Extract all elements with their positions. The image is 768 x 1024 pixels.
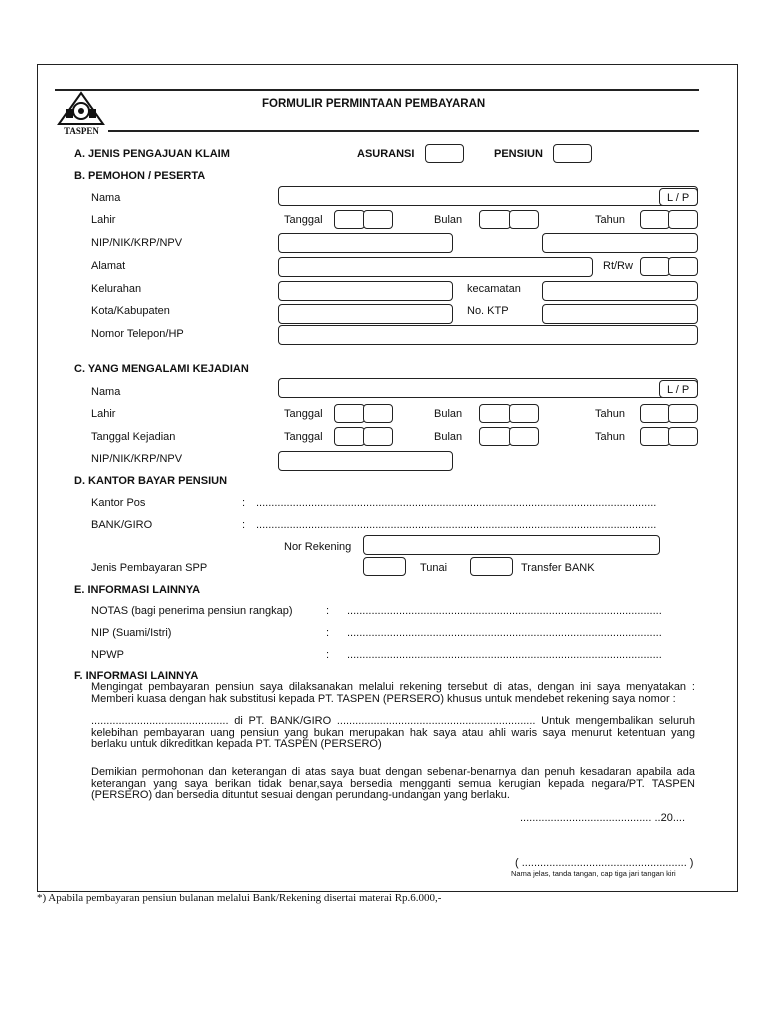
- d-nor-rekening-label: Nor Rekening: [284, 541, 352, 553]
- b-tahun-digit-2[interactable]: [668, 210, 698, 229]
- f-statement-3: Demikian permohonan dan keterangan di atas saya buat dengan sebenar-benarnya dan penuh kesadaran apabila ada keterangan yang saya berikan tidak benar,saya bersedia mengganti semua kerugian kepada negara/PT. TASPEN (PERSERO) dan bersedia dituntut sesuai dengan perundang-undangan yang berlaku.: [91, 766, 695, 801]
- f-date-line[interactable]: ........................................... ..20....: [520, 812, 686, 824]
- logo-text: TASPEN: [64, 126, 99, 136]
- f-statement-2: ............................................. di PT. BANK/GIRO ................................................................. Untuk mengembalikan seluruh kelebihan pembayaran uang pensiun yang bukan merupakan hak saya atau ahli waris saya menurut ketentuan yang berlaku untuk dikreditkan kepada PT. TASPEN (PERSERO): [91, 715, 695, 750]
- b-noktp-input[interactable]: [542, 304, 698, 324]
- e-nip-label: NIP (Suami/Istri): [91, 627, 172, 639]
- d-tunai-checkbox[interactable]: [363, 557, 406, 576]
- d-nor-rekening-input[interactable]: [363, 535, 660, 555]
- pensiun-label: PENSIUN: [494, 148, 543, 160]
- d-kantor-pos-dotline[interactable]: ...................................................................................................................................: [256, 497, 657, 509]
- b-kota-input[interactable]: [278, 304, 453, 324]
- c-kej-tanggal-digit-2[interactable]: [363, 427, 393, 446]
- c-nama-label: Nama: [91, 386, 121, 398]
- e-npwp-colon: :: [326, 649, 330, 661]
- c-bulan-label: Bulan: [434, 408, 463, 420]
- c-kej-bulan-digit-1[interactable]: [479, 427, 511, 446]
- b-tanggal-digit-2[interactable]: [363, 210, 393, 229]
- c-tahun-digit-1[interactable]: [640, 404, 670, 423]
- c-bulan-digit-1[interactable]: [479, 404, 511, 423]
- b-tahun-label: Tahun: [595, 214, 625, 226]
- b-gender-label: L / P: [667, 192, 690, 204]
- b-bulan-digit-2[interactable]: [509, 210, 539, 229]
- c-tahun-digit-2[interactable]: [668, 404, 698, 423]
- b-telepon-input[interactable]: [278, 325, 698, 345]
- c-kej-bulan-digit-2[interactable]: [509, 427, 539, 446]
- b-kota-label: Kota/Kabupaten: [91, 305, 170, 317]
- e-nip-dotline[interactable]: .......................................................................................................: [347, 627, 662, 639]
- c-nama-input[interactable]: [278, 378, 698, 398]
- e-npwp-dotline[interactable]: .......................................................................................................: [347, 649, 662, 661]
- c-tanggal-label: Tanggal: [284, 408, 323, 420]
- c-kej-tahun-digit-1[interactable]: [640, 427, 670, 446]
- d-transfer-label: Transfer BANK: [521, 562, 595, 574]
- d-jenis-pembayaran-label: Jenis Pembayaran SPP: [91, 562, 208, 574]
- asuransi-label: ASURANSI: [357, 148, 415, 160]
- b-nip-label: NIP/NIK/KRP/NPV: [91, 237, 183, 249]
- b-tanggal-digit-1[interactable]: [334, 210, 365, 229]
- d-bank-giro-colon: :: [242, 519, 246, 531]
- f-signature-line[interactable]: ( ...................................................... ): [515, 857, 694, 869]
- c-bulan-digit-2[interactable]: [509, 404, 539, 423]
- d-kantor-pos-colon: :: [242, 497, 246, 509]
- c-tahun-label: Tahun: [595, 408, 625, 420]
- e-notas-colon: :: [326, 605, 330, 617]
- footnote: *) Apabila pembayaran pensiun bulanan melalui Bank/Rekening disertai materai Rp.6.000,-: [37, 892, 442, 904]
- c-nip-label: NIP/NIK/KRP/NPV: [91, 453, 183, 465]
- section-c-label: C. YANG MENGALAMI KEJADIAN: [74, 363, 249, 375]
- b-tanggal-label: Tanggal: [284, 214, 323, 226]
- section-b-label: B. PEMOHON / PESERTA: [74, 170, 206, 182]
- d-bank-giro-label: BANK/GIRO: [91, 519, 153, 531]
- c-tanggal-digit-1[interactable]: [334, 404, 365, 423]
- b-kecamatan-label: kecamatan: [467, 283, 521, 295]
- b-kelurahan-label: Kelurahan: [91, 283, 142, 295]
- header-rule-top: [55, 89, 699, 91]
- c-gender-label: L / P: [667, 384, 690, 396]
- d-kantor-pos-label: Kantor Pos: [91, 497, 146, 509]
- b-alamat-label: Alamat: [91, 260, 126, 272]
- c-kej-tanggal-label: Tanggal: [284, 431, 323, 443]
- c-kej-tanggal-digit-1[interactable]: [334, 427, 365, 446]
- e-nip-colon: :: [326, 627, 330, 639]
- c-kej-bulan-label: Bulan: [434, 431, 463, 443]
- section-d-label: D. KANTOR BAYAR PENSIUN: [74, 475, 228, 487]
- f-signature-note: Nama jelas, tanda tangan, cap tiga jari tangan kiri: [511, 869, 676, 878]
- b-alamat-input[interactable]: [278, 257, 593, 277]
- form-title: FORMULIR PERMINTAAN PEMBAYARAN: [262, 98, 486, 110]
- d-bank-giro-dotline[interactable]: ...................................................................................................................................: [256, 519, 657, 531]
- e-notas-dotline[interactable]: .......................................................................................................: [347, 605, 662, 617]
- b-bulan-label: Bulan: [434, 214, 463, 226]
- e-npwp-label: NPWP: [91, 649, 124, 661]
- header-rule-bottom: [108, 130, 699, 132]
- c-tanggal-digit-2[interactable]: [363, 404, 393, 423]
- pensiun-checkbox[interactable]: [553, 144, 592, 163]
- section-e-label: E. INFORMASI LAINNYA: [74, 584, 201, 596]
- d-transfer-checkbox[interactable]: [470, 557, 513, 576]
- b-nip-input-2[interactable]: [542, 233, 698, 253]
- b-nip-input[interactable]: [278, 233, 453, 253]
- e-notas-label: NOTAS (bagi penerima pensiun rangkap): [91, 605, 293, 617]
- b-rt-input[interactable]: [640, 257, 670, 276]
- b-telepon-label: Nomor Telepon/HP: [91, 328, 184, 340]
- section-a-label: A. JENIS PENGAJUAN KLAIM: [74, 148, 230, 160]
- b-rtrw-label: Rt/Rw: [603, 260, 633, 272]
- f-statement-1: Mengingat pembayaran pensiun saya dilaksanakan melalui rekening tersebut di atas, dengan ini saya menyatakan : Memberi kuasa dengan hak substitusi kepada PT. TASPEN (PERSERO) khusus untuk mendebet rekening saya nomor :: [91, 681, 695, 705]
- c-kej-tahun-digit-2[interactable]: [668, 427, 698, 446]
- b-noktp-label: No. KTP: [467, 305, 509, 317]
- asuransi-checkbox[interactable]: [425, 144, 464, 163]
- b-kelurahan-input[interactable]: [278, 281, 453, 301]
- section-f-label: F. INFORMASI LAINNYA: [74, 670, 199, 682]
- c-kej-tahun-label: Tahun: [595, 431, 625, 443]
- b-nama-label: Nama: [91, 192, 121, 204]
- d-tunai-label: Tunai: [420, 562, 448, 574]
- b-kecamatan-input[interactable]: [542, 281, 698, 301]
- b-bulan-digit-1[interactable]: [479, 210, 511, 229]
- b-lahir-label: Lahir: [91, 214, 116, 226]
- c-lahir-label: Lahir: [91, 408, 116, 420]
- c-tgl-kejadian-label: Tanggal Kejadian: [91, 431, 176, 443]
- b-tahun-digit-1[interactable]: [640, 210, 670, 229]
- b-rw-input[interactable]: [668, 257, 698, 276]
- b-nama-input[interactable]: [278, 186, 698, 206]
- c-nip-input[interactable]: [278, 451, 453, 471]
